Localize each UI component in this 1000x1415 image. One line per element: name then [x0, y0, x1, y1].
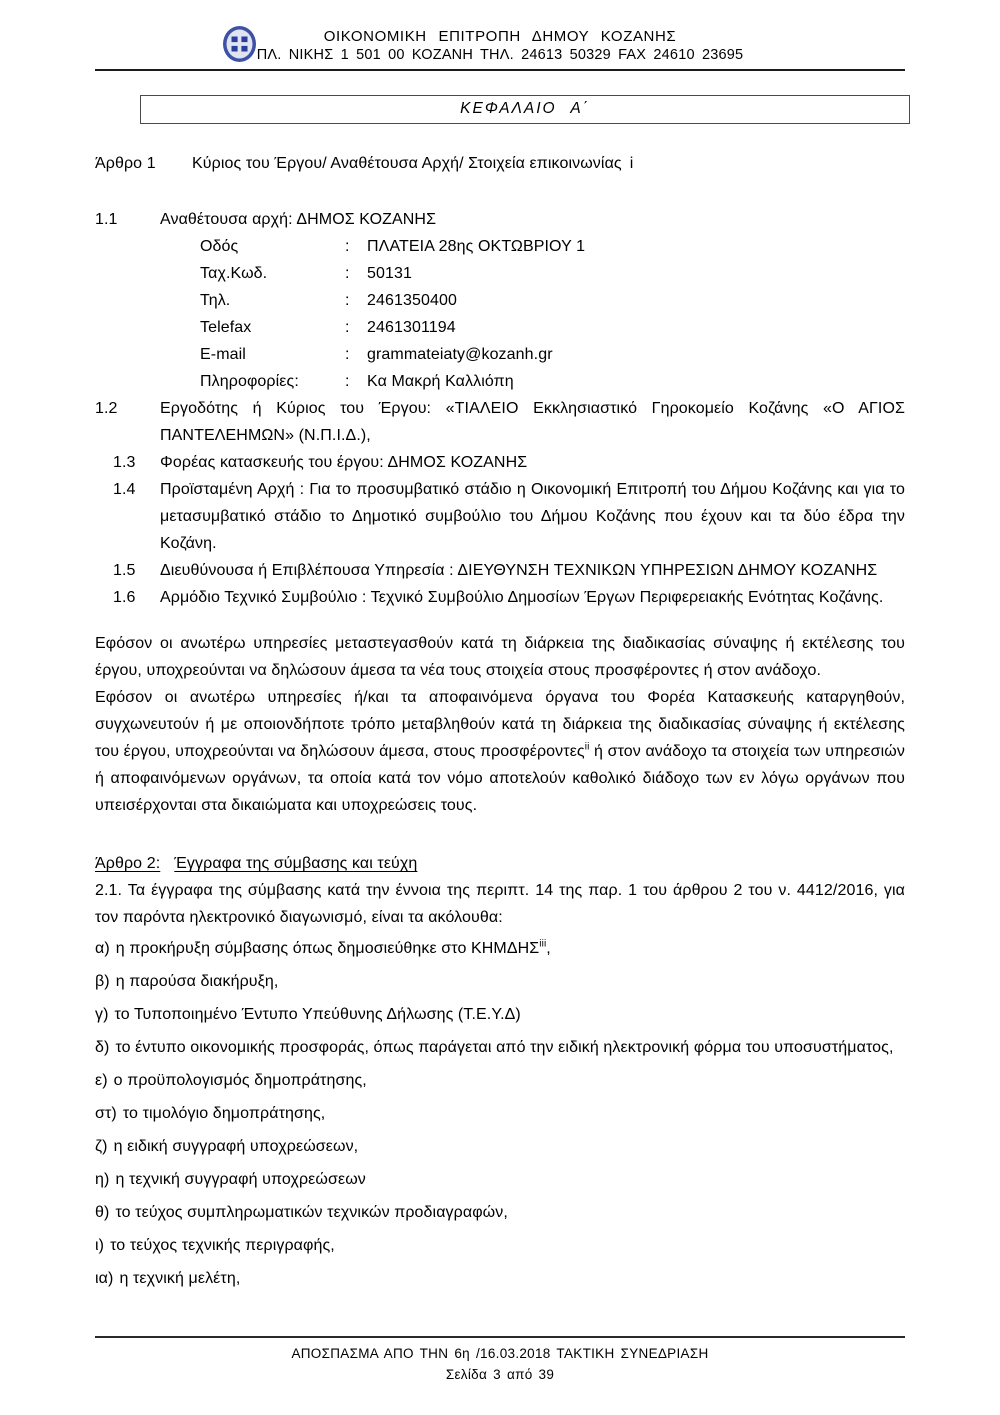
list-item-stigma: [95, 1100, 905, 1127]
contact-colon: :: [345, 238, 350, 255]
contact-value: ΠΛΑΤΕΙΑ 28ης ΟΚΤΩΒΡΙΟΥ 1: [367, 238, 586, 255]
contact-colon: :: [345, 319, 350, 336]
item-1-4: [95, 476, 905, 557]
paragraph-text: Εφόσον οι ανωτέρω υπηρεσίες ή/και τα αποφαινόμενα όργανα του Φορέα Κατασκευής καταργηθούν, συγχωνευτούν ή με οποιονδήποτε τρόπο μεταβληθούν κατά τη διάρκεια της διαδικασίας σύναψης ή εκτέλεσης του έργου, υποχρεούνται να δηλώσουν άμεσα, στους προσφέροντες: [95, 689, 905, 760]
item-text: Φορέας κατασκευής του έργου: ΔΗΜΟΣ ΚΟΖΑΝΗΣ: [160, 454, 528, 471]
item-number: 1.2: [95, 400, 118, 417]
list-item-label: δ): [95, 1039, 110, 1056]
list-item-tail: ,: [546, 940, 551, 957]
list-item-text: το τεύχος συμπληρωματικών τεχνικών προδιαγραφών,: [115, 1204, 508, 1221]
footnote-ref-ii: ii: [584, 741, 590, 753]
list-item-label: ι): [95, 1237, 105, 1254]
contact-row-phone: [95, 287, 905, 314]
list-item-gamma: [95, 1001, 905, 1028]
document-body: [0, 150, 1000, 1292]
item-text: Προϊσταμένη Αρχή : Για το προσυμβατικό στάδιο η Οικονομική Επιτροπή του Δήμου Κοζάνης και για το μετασυμβατικό στάδιο το Δημοτικό συμβούλιο του Δήμου Κοζάνης που έχουν και τα δύο έδρα την Κοζάνη.: [160, 481, 905, 552]
list-item-label: η): [95, 1171, 110, 1188]
list-item-label: θ): [95, 1204, 110, 1221]
list-item-text: η παρούσα διακήρυξη,: [115, 973, 279, 990]
article1-title-text: Κύριος του Έργου/ Αναθέτουσα Αρχή/ Στοιχεία επικοινωνίας: [192, 155, 622, 172]
contact-row-email: [95, 341, 905, 368]
list-item-label: β): [95, 973, 110, 990]
contact-value: Κα Μακρή Καλλιόπη: [367, 373, 514, 390]
contact-colon: :: [345, 292, 350, 309]
contact-colon: :: [345, 346, 350, 363]
chapter-title: ΚΕΦΑΛΑΙΟ Α΄: [460, 100, 590, 117]
list-item-text: το τιμολόγιο δημοπράτησης,: [122, 1105, 326, 1122]
item-1-5: [95, 557, 905, 584]
list-item-text: η προκήρυξη σύμβασης όπως δημοσιεύθηκε στο ΚΗΜΔΗΣ: [115, 940, 540, 957]
item-1-1: [95, 206, 905, 233]
list-item-text: η ειδική συγγραφή υποχρεώσεων,: [113, 1138, 359, 1155]
footer-page-number: Σελίδα 3 από 39: [445, 1367, 555, 1382]
contract-documents-list: [95, 935, 905, 1292]
article1-label: Άρθρο 1: [95, 155, 156, 172]
list-item-label: α): [95, 940, 110, 957]
list-item-text: το έντυπο οικονομικής προσφοράς, όπως παράγεται από την ειδική ηλεκτρονική φόρμα του υποσυστήματος,: [115, 1039, 894, 1056]
contact-label: Πληροφορίες:: [200, 373, 299, 390]
contact-label: Οδός: [200, 238, 239, 255]
contact-value: 2461301194: [367, 319, 456, 336]
footnote-ref-iii: iii: [539, 938, 547, 950]
contact-value: grammateiaty@kozanh.gr: [367, 346, 553, 363]
list-item-zeta: [95, 1133, 905, 1160]
header-address-line: ΠΛ. ΝΙΚΗΣ 1 501 00 ΚΟΖΑΝΗ ΤΗΛ. 24613 50329 FAX 24610 23695: [256, 47, 744, 63]
contact-label: Ταχ.Κωδ.: [200, 265, 268, 282]
list-item-eta: [95, 1166, 905, 1193]
header-divider: [95, 69, 905, 71]
list-item-label: ε): [95, 1072, 108, 1089]
article1-title: [192, 150, 633, 177]
item-number: 1.4: [113, 481, 136, 498]
item-1-2: [95, 395, 905, 449]
list-item-theta: [95, 1199, 905, 1226]
contact-value: 50131: [367, 265, 412, 282]
item-number: 1.6: [113, 589, 136, 606]
list-item-text: η τεχνική συγγραφή υποχρεώσεων: [115, 1171, 366, 1188]
list-item-label: γ): [95, 1006, 109, 1023]
paragraph-abolition: [95, 684, 905, 819]
list-item-label: ζ): [95, 1138, 108, 1155]
paragraph-relocation: Εφόσον οι ανωτέρω υπηρεσίες μεταστεγασθούν κατά τη διάρκεια της διαδικασίας σύναψης ή εκτέλεσης του έργου, υποχρεούνται να δηλώσουν άμεσα τα νέα τους στοιχεία στους προσφέροντες ή στον ανάδοχο.: [95, 635, 905, 679]
article2-intro: 2.1. Τα έγγραφα της σύμβασης κατά την έννοια της περιπτ. 14 της παρ. 1 του άρθρου 2 του ν. 4412/2016, για τον παρόντα ηλεκτρονικό διαγωνισμό, είναι τα ακόλουθα:: [95, 882, 905, 926]
list-item-iota-alpha: [95, 1265, 905, 1292]
contact-colon: :: [345, 265, 350, 282]
contact-label: E-mail: [200, 346, 246, 363]
contact-row-telefax: [95, 314, 905, 341]
item-text: Αρμόδιο Τεχνικό Συμβούλιο : Τεχνικό Συμβούλιο Δημοσίων Έργων Περιφερειακής Ενότητας Κοζάνης.: [160, 589, 884, 606]
page-header: [0, 0, 1000, 71]
article1-footnote-ref: i: [629, 155, 634, 172]
list-item-iota: [95, 1232, 905, 1259]
item-number: 1.3: [113, 454, 136, 471]
list-item-text: το Τυποποιημένο Έντυπο Υπεύθυνης Δήλωσης (Τ.Ε.Υ.Δ): [114, 1006, 521, 1023]
list-item-epsilon: [95, 1067, 905, 1094]
item-text: Διευθύνουσα ή Επιβλέπουσα Υπηρεσία : ΔΙΕΥΘΥΝΣΗ ΤΕΧΝΙΚΩΝ ΥΠΗΡΕΣΙΩΝ ΔΗΜΟΥ ΚΟΖΑΝΗΣ: [160, 562, 878, 579]
list-item-text: ο προϋπολογισμός δημοπράτησης,: [113, 1072, 367, 1089]
list-item-text: η τεχνική μελέτη,: [119, 1270, 241, 1287]
header-org-name: ΟΙΚΟΝΟΜΙΚΗ ΕΠΙΤΡΟΠΗ ΔΗΜΟΥ ΚΟΖΑΝΗΣ: [323, 28, 677, 45]
contact-label: Telefax: [200, 319, 252, 336]
contact-table: [95, 233, 905, 395]
list-item-text: το τεύχος τεχνικής περιγραφής,: [110, 1237, 335, 1254]
article2-heading: [95, 850, 905, 877]
item-1-3: [95, 449, 905, 476]
list-item-beta: [95, 968, 905, 995]
contact-row-street: [95, 233, 905, 260]
chapter-title-box: [140, 95, 910, 124]
list-item-label: ια): [95, 1270, 114, 1287]
footer-session-line: ΑΠΟΣΠΑΣΜΑ ΑΠΟ ΤΗΝ 6η /16.03.2018 ΤΑΚΤΙΚΗ ΣΥΝΕΔΡΙΑΣΗ: [291, 1346, 709, 1361]
list-item-label: στ): [95, 1105, 117, 1122]
article1-heading: [95, 150, 905, 177]
page-footer: [95, 1336, 905, 1385]
item-number: 1.1: [95, 211, 118, 228]
paragraph-text: ή στον ανάδοχο τα στοιχεία των υπηρεσιών ή αποφαινόμενων οργάνων, τα οποία κατά τον νόμο αποτελούν καθολικό διάδοχο των εν λόγω οργάνων που υπεισέρχονται στα δικαιώματα και υποχρεώσεις τους.: [95, 743, 905, 814]
contact-colon: :: [345, 373, 350, 390]
item-text: Αναθέτουσα αρχή: ΔΗΜΟΣ ΚΟΖΑΝΗΣ: [160, 211, 437, 228]
contact-value: 2461350400: [367, 292, 457, 309]
item-number: 1.5: [113, 562, 136, 579]
greek-emblem-icon: [222, 25, 257, 63]
article2-title: Έγγραφα της σύμβασης και τεύχη: [174, 855, 418, 872]
contact-label: Τηλ.: [200, 292, 231, 309]
contact-row-postcode: [95, 260, 905, 287]
item-1-6: [95, 584, 905, 611]
list-item-delta: [95, 1034, 905, 1061]
list-item-alpha: [95, 935, 905, 962]
contact-row-info: [95, 368, 905, 395]
item-text: Εργοδότης ή Κύριος του Έργου: «ΤΙΑΛΕΙΟ Εκκλησιαστικό Γηροκομείο Κοζάνης «Ο ΑΓΙΟΣ ΠΑΝΤΕΛΕΗΜΩΝ» (Ν.Π.Ι.Δ.),: [160, 400, 905, 444]
article2-label: Άρθρο 2:: [95, 855, 161, 872]
